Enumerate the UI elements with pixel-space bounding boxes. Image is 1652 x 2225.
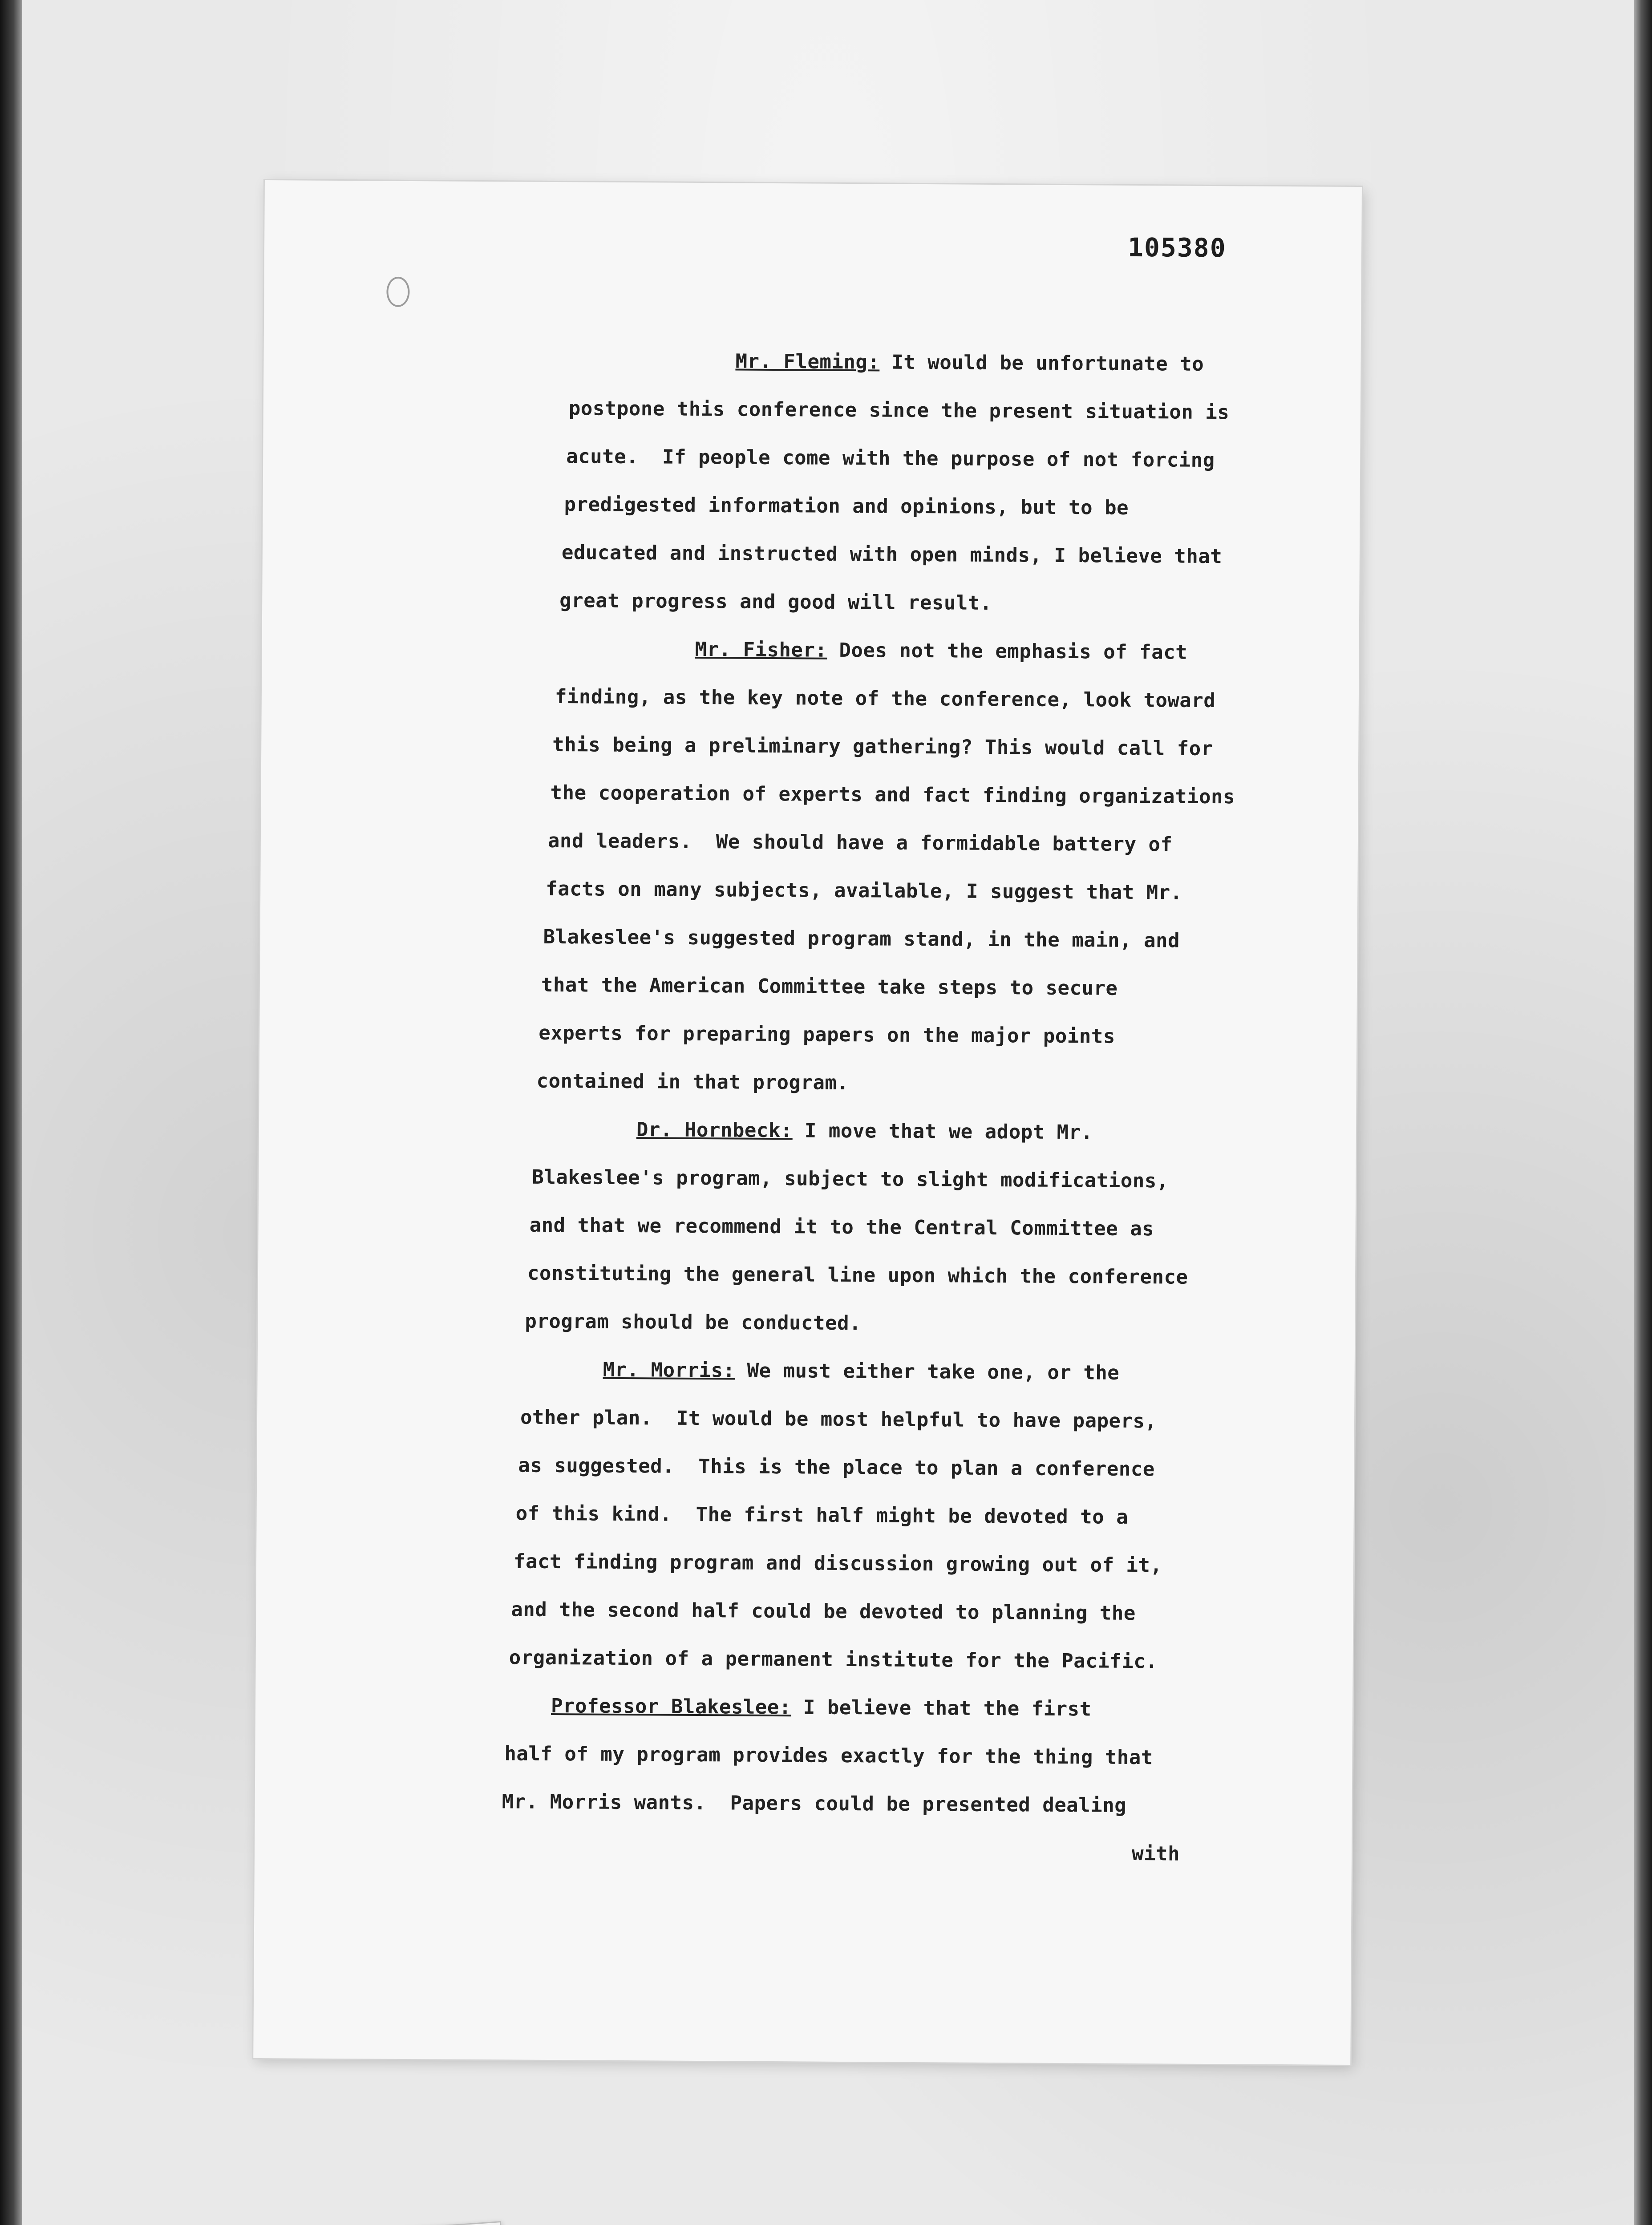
speaker-name: Mr. Fleming: — [735, 350, 880, 374]
line-text: organization of a permanent institute for the Pacific. — [509, 1646, 1158, 1673]
line-text: Blakeslee's suggested program stand, in the main, and — [543, 925, 1180, 952]
speaker-name: Mr. Fisher: — [695, 638, 827, 662]
line-text: I move that we adopt Mr. — [792, 1119, 1093, 1144]
typed-line — [550, 781, 1235, 808]
line-text: Blakeslee's program, subject to slight modifications, — [532, 1165, 1169, 1193]
typed-line — [735, 350, 1204, 375]
line-text: program should be conducted. — [525, 1310, 862, 1335]
typed-line — [514, 1550, 1162, 1577]
speaker-name: Dr. Hornbeck: — [636, 1118, 793, 1142]
typed-line — [509, 1646, 1158, 1673]
line-text: Mr. Morris wants. Papers could be presented dealing — [502, 1790, 1127, 1817]
typed-line — [559, 589, 992, 615]
line-text: half of my program provides exactly for the thing that — [504, 1742, 1154, 1769]
typed-line — [527, 1262, 1188, 1289]
typed-line — [562, 541, 1223, 568]
line-text: Does not the emphasis of fact — [827, 639, 1188, 664]
typed-line — [566, 445, 1215, 472]
line-text: other plan. It would be most helpful to have papers, — [520, 1406, 1157, 1433]
line-text: predigested information and opinions, but to be — [564, 493, 1129, 519]
page-number: 105380 — [1127, 232, 1227, 263]
line-text: and the second half could be devoted to planning the — [511, 1598, 1136, 1625]
typed-line — [530, 1214, 1154, 1241]
line-text: and that we recommend it to the Central Committee as — [529, 1214, 1154, 1241]
typed-line — [548, 829, 1173, 856]
typed-line — [603, 1359, 1120, 1384]
typed-line — [511, 1598, 1136, 1625]
line-text: great progress and good will result. — [559, 589, 992, 615]
typed-line — [552, 733, 1213, 760]
line-text: contained in that program. — [536, 1069, 849, 1095]
line-text: We must either take one, or the — [735, 1359, 1120, 1384]
film-edge-right — [1634, 0, 1652, 2225]
typed-page — [253, 180, 1362, 2065]
line-text: acute. If people come with the purpose of not forcing — [566, 445, 1215, 472]
line-text: constituting the general line upon which the conference — [527, 1262, 1188, 1289]
film-edge-left — [0, 0, 22, 2225]
typed-line — [504, 1742, 1153, 1769]
line-text: It would be unfortunate to — [879, 351, 1204, 376]
line-text: as suggested. This is the place to plan a conference — [518, 1454, 1155, 1481]
typed-line — [539, 1022, 1115, 1048]
line-text: postpone this conference since the present situation is — [568, 397, 1230, 424]
typed-line — [502, 1790, 1127, 1817]
line-text: of this kind. The first half might be devoted to a — [515, 1502, 1129, 1529]
typed-line — [555, 685, 1216, 712]
typed-line — [546, 878, 1182, 904]
typed-line — [536, 1070, 849, 1094]
typed-line — [525, 1310, 861, 1335]
line-text: with — [1131, 1842, 1180, 1865]
typed-line — [551, 1695, 1092, 1720]
line-text: and leaders. We should have a formidable battery of — [547, 829, 1173, 856]
line-text: experts for preparing papers on the major points — [539, 1021, 1115, 1048]
typed-line — [520, 1406, 1157, 1433]
typed-line — [695, 638, 1187, 664]
typed-line — [543, 926, 1180, 952]
line-text: facts on many subjects, available, I suggest that Mr. — [546, 877, 1182, 904]
punch-hole — [386, 277, 409, 307]
line-text: fact finding program and discussion growing out of it, — [513, 1550, 1162, 1577]
typed-line — [1132, 1842, 1180, 1865]
typed-line — [541, 974, 1118, 1000]
typed-line — [518, 1454, 1155, 1481]
line-text: the cooperation of experts and fact finding organizations — [550, 781, 1235, 809]
line-text: this being a preliminary gathering? This would call for — [552, 733, 1213, 761]
typed-line — [516, 1502, 1129, 1528]
line-text: finding, as the key note of the conference, look toward — [555, 685, 1216, 712]
speaker-name: Professor Blakeslee: — [551, 1694, 792, 1719]
line-text: educated and instructed with open minds, I believe that — [561, 541, 1223, 568]
typed-line — [569, 397, 1230, 424]
typed-line — [564, 493, 1129, 519]
line-text: I believe that the first — [791, 1696, 1092, 1721]
line-text: that the American Committee take steps to secure — [541, 973, 1118, 1000]
typed-line — [532, 1166, 1169, 1193]
speaker-name: Mr. Morris: — [603, 1358, 735, 1382]
typed-line — [636, 1118, 1093, 1144]
